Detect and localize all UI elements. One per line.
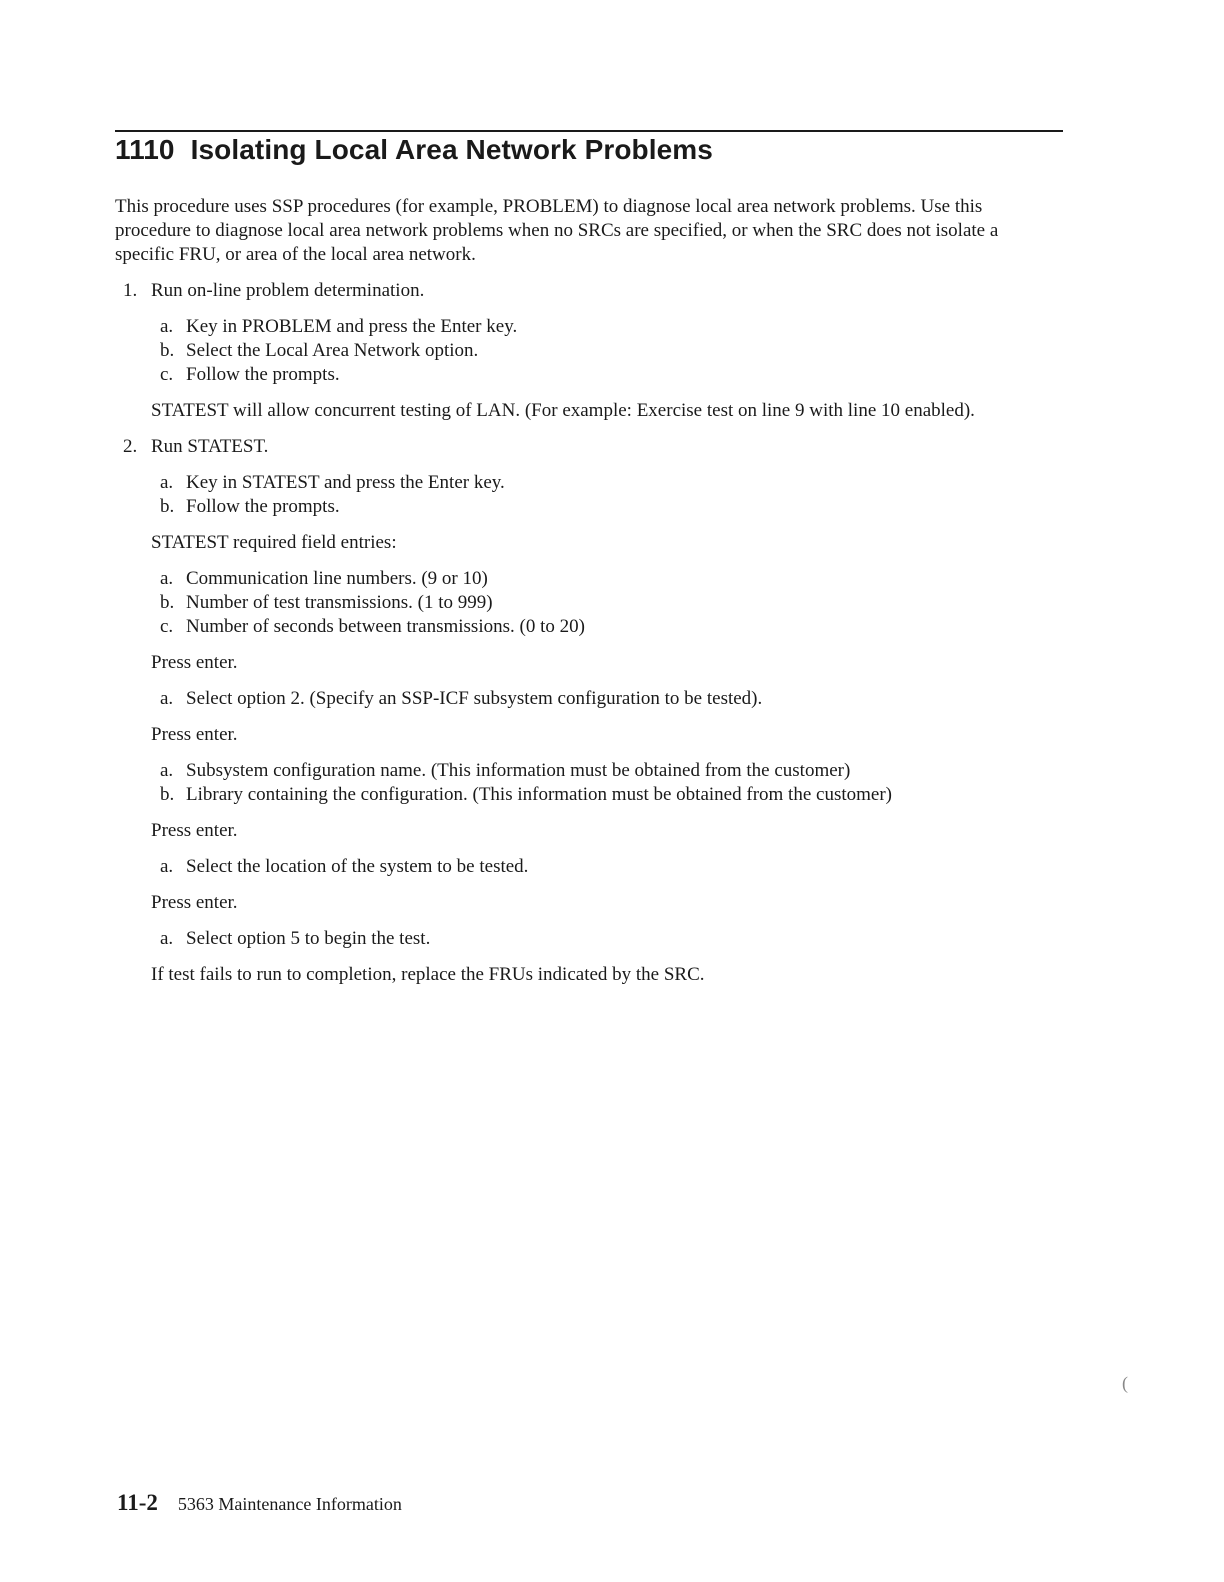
item-text: Follow the prompts. — [186, 364, 340, 385]
required-fields-list — [160, 567, 1055, 639]
list-item — [160, 567, 1055, 591]
step-text: Run on-line problem determination. — [151, 280, 425, 301]
closing-paragraph: If test fails to run to completion, replace the FRUs indicated by the SRC. — [151, 964, 705, 985]
section-heading — [115, 132, 713, 168]
step-text: Run STATEST. — [151, 436, 269, 457]
configuration-list — [160, 759, 1055, 807]
list-item — [160, 495, 1055, 519]
location-list — [160, 855, 1055, 879]
begin-test-list — [160, 927, 1055, 951]
step-2-list — [160, 471, 1055, 519]
list-item — [160, 615, 1055, 639]
item-letter: c. — [160, 364, 174, 385]
list-item — [160, 591, 1055, 615]
step-2 — [115, 435, 1055, 459]
item-letter: c. — [160, 616, 174, 637]
list-item — [160, 363, 1055, 387]
step-1-list — [160, 315, 1055, 387]
item-text: Key in STATEST and press the Enter key. — [186, 472, 505, 493]
item-letter: a. — [160, 688, 174, 709]
fields-intro: STATEST required field entries: — [151, 532, 397, 553]
list-item — [160, 759, 1055, 783]
margin-mark: ( — [1122, 1373, 1128, 1393]
section-number: 1110 — [115, 134, 175, 165]
press-enter: Press enter. — [151, 724, 238, 745]
item-text: Select the location of the system to be tested. — [186, 856, 529, 877]
statest-note: STATEST will allow concurrent testing of LAN. (For example: Exercise test on line 9 with line 10 enabled). — [151, 400, 975, 421]
item-text: Number of test transmissions. (1 to 999) — [186, 592, 493, 613]
section-title: Isolating Local Area Network Problems — [190, 134, 713, 165]
list-item — [160, 927, 1055, 951]
book-title: 5363 Maintenance Information — [177, 1494, 402, 1514]
list-item — [160, 855, 1055, 879]
list-item — [160, 783, 1055, 807]
item-text: Follow the prompts. — [186, 496, 340, 517]
document-body — [115, 195, 1055, 999]
press-enter: Press enter. — [151, 820, 238, 841]
press-enter: Press enter. — [151, 892, 238, 913]
item-text: Library containing the configuration. (This information must be obtained from the customer) — [186, 784, 892, 805]
item-letter: b. — [160, 496, 175, 517]
item-letter: b. — [160, 784, 175, 805]
item-text: Select option 5 to begin the test. — [186, 928, 431, 949]
item-letter: a. — [160, 568, 174, 589]
item-text: Subsystem configuration name. (This information must be obtained from the customer) — [186, 760, 851, 781]
item-text: Select option 2. (Specify an SSP-ICF subsystem configuration to be tested). — [186, 688, 763, 709]
item-text: Communication line numbers. (9 or 10) — [186, 568, 488, 589]
intro-paragraph: This procedure uses SSP procedures (for example, PROBLEM) to diagnose local area network problems. Use this procedure to diagnose local area network problems when no SRCs are specified, or when the SRC does not isolate a specific FRU, or area of the local area network. — [115, 196, 999, 265]
step-1 — [115, 279, 1055, 303]
list-item — [160, 315, 1055, 339]
item-letter: b. — [160, 592, 175, 613]
item-letter: b. — [160, 340, 175, 361]
item-letter: a. — [160, 856, 174, 877]
list-item — [160, 687, 1055, 711]
item-letter: a. — [160, 928, 174, 949]
item-text: Number of seconds between transmissions. (0 to 20) — [186, 616, 585, 637]
item-text: Key in PROBLEM and press the Enter key. — [186, 316, 518, 337]
item-letter: a. — [160, 760, 174, 781]
step-number: 2. — [123, 436, 138, 457]
list-item — [160, 471, 1055, 495]
list-item — [160, 339, 1055, 363]
page-footer — [117, 1490, 402, 1517]
item-letter: a. — [160, 316, 174, 337]
page-number: 11-2 — [117, 1490, 158, 1515]
option-list — [160, 687, 1055, 711]
item-text: Select the Local Area Network option. — [186, 340, 479, 361]
item-letter: a. — [160, 472, 174, 493]
press-enter: Press enter. — [151, 652, 238, 673]
step-number: 1. — [123, 280, 138, 301]
